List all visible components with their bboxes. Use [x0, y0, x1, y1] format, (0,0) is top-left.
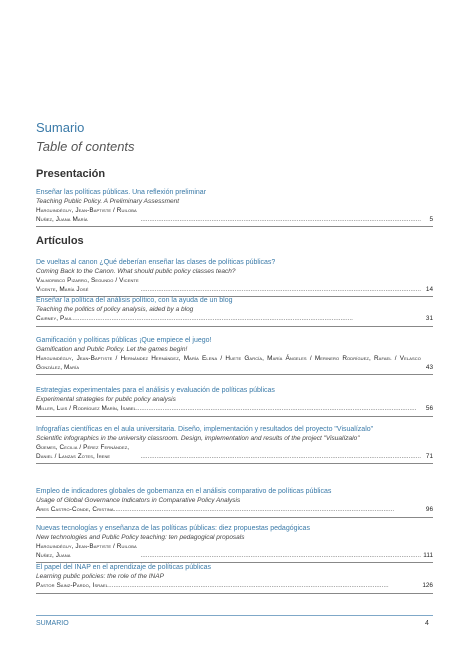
entry-title-en: Teaching Public Policy. A Preliminary Assessment — [36, 198, 180, 205]
entry-authors-row — [36, 355, 433, 375]
entry-title-en: Coming Back to the Canon. What should public policy classes teach? — [36, 268, 236, 275]
dot-leader: .............................................................................................................................................................. — [108, 582, 389, 589]
entry-title-es[interactable]: Nuevas tecnologías y enseñanza de las políticas públicas: diez propuestas pedagógicas — [36, 525, 310, 532]
dot-leader: .............................................................................................................................................................. — [72, 315, 353, 322]
entry-authors-row — [36, 315, 433, 327]
entry-title-en: New technologies and Public Policy teaching: ten pedagogical proposals — [36, 534, 245, 541]
toc-entry[interactable] — [36, 336, 433, 375]
entry-title-es[interactable]: El papel del INAP en el aprendizaje de políticas públicas — [36, 564, 211, 571]
entry-title-es[interactable]: Infografías científicas en el aula universitaria. Diseño, implementación y resultados del proyecto "Visualízalo" — [36, 426, 374, 433]
entry-page-number: 14 — [425, 285, 433, 293]
toc-entry[interactable] — [36, 386, 433, 417]
entry-authors-row — [36, 277, 433, 297]
entry-title-en: Gamification and Public Policy. Let the games begin! — [36, 346, 188, 353]
toc-entry[interactable] — [36, 258, 433, 297]
entry-title-en: Teaching the politics of policy analysis, aided by a blog — [36, 306, 194, 313]
entry-title-es[interactable]: Gamificación y políticas públicas ¡Que empiece el juego! — [36, 337, 212, 344]
entry-authors-row — [36, 543, 433, 563]
entry-authors: Pastor Sainz-Pardo, Israel — [36, 582, 109, 589]
entry-authors-row — [36, 405, 433, 417]
entry-title-es[interactable]: Enseñar la política del análisis político, con la ayuda de un blog — [36, 297, 233, 304]
entry-authors: Miller, Luis / Rodríguez Marín, Isabel — [36, 405, 136, 412]
entry-title-en: Experimental strategies for public policy analysis — [36, 396, 176, 403]
entry-authors: Güemes, Cecilia / Pérez Fernández, Daniel / Lanzas Zotes, Irene — [36, 444, 130, 460]
footer-section-label: SUMARIO — [36, 620, 69, 627]
entry-authors-row — [36, 506, 433, 518]
toc-entry[interactable] — [36, 188, 433, 227]
entry-authors-row — [36, 444, 433, 464]
section-heading-presentacion: Presentación — [36, 168, 106, 180]
entry-authors: Valmoribco Pizarro, Segundo / Vicente Vicente, María José — [36, 277, 139, 293]
entry-page-number: 71 — [425, 452, 433, 460]
entry-title-es[interactable]: Empleo de indicadores globales de gobernanza en el análisis comparativo de políticas públicas — [36, 488, 332, 495]
entry-authors: Cairney, Paul — [36, 315, 73, 322]
entry-authors: Ares Castro-Conde, Cristina — [36, 506, 114, 513]
dot-leader: .............................................................................................................................................................. — [113, 506, 395, 513]
toc-entry[interactable] — [36, 487, 433, 518]
entry-title-en: Scientific infographics in the university classroom. Design, implementation and results of the project "Visualízalo" — [36, 435, 360, 442]
entry-authors-row — [36, 207, 433, 227]
section-heading-articulos: Artículos — [36, 235, 84, 247]
entry-page-number: 5 — [429, 215, 433, 223]
entry-page-number: 31 — [425, 315, 433, 322]
entry-title-en: Usage of Global Governance Indicators in Comparative Policy Analysis — [36, 497, 241, 504]
dot-leader: .............................................................................................................................................................. — [135, 405, 417, 412]
entry-page-number: 111 — [423, 551, 433, 559]
entry-page-number: 56 — [425, 405, 433, 412]
dot-leader: .............................................................................................................................................................. — [140, 551, 421, 559]
entry-title-es[interactable]: Enseñar las políticas públicas. Una reflexión preliminar — [36, 189, 207, 196]
entry-title-es[interactable]: Estrategias experimentales para el análisis y evaluación de políticas públicas — [36, 387, 275, 394]
entry-title-en: Learning public policies: the role of the INAP — [36, 573, 164, 580]
entry-authors: Harguindéguy, Jean-Baptiste / Ruiloba Nuñez, Juana María — [36, 207, 137, 223]
entry-page-number: 96 — [425, 506, 433, 513]
entry-title-es[interactable]: De vueltas al canon ¿Qué deberían enseñar las clases de políticas públicas? — [36, 259, 276, 266]
dot-leader: .............................................................................................................................................................. — [140, 215, 421, 223]
toc-entry[interactable] — [36, 563, 433, 594]
entry-authors: Harguindéguy, Jean-Baptiste / Hernández Hernández, María Elena / Huete García, María Ángeles / Merinero Rodríguez, Rafael / Velasco González, María — [36, 355, 421, 371]
dot-leader: .............................................................................................................................................................. — [140, 452, 421, 460]
entry-page-number: 43 — [425, 363, 433, 371]
toc-entry[interactable] — [36, 524, 433, 563]
entry-authors: Harguindéguy, Jean-Baptiste / Ruiloba Nuñez, Juana — [36, 543, 137, 559]
entry-page-number: 126 — [422, 582, 433, 589]
toc-entry[interactable] — [36, 296, 433, 327]
page-title: Sumario — [36, 120, 85, 135]
toc-entry[interactable] — [36, 425, 433, 464]
entry-authors-row — [36, 582, 433, 594]
dot-leader: .............................................................................................................................................................. — [140, 285, 421, 293]
footer-page-number: 4 — [425, 620, 429, 627]
footer-divider — [36, 615, 433, 616]
page-subtitle: Table of contents — [36, 139, 135, 154]
